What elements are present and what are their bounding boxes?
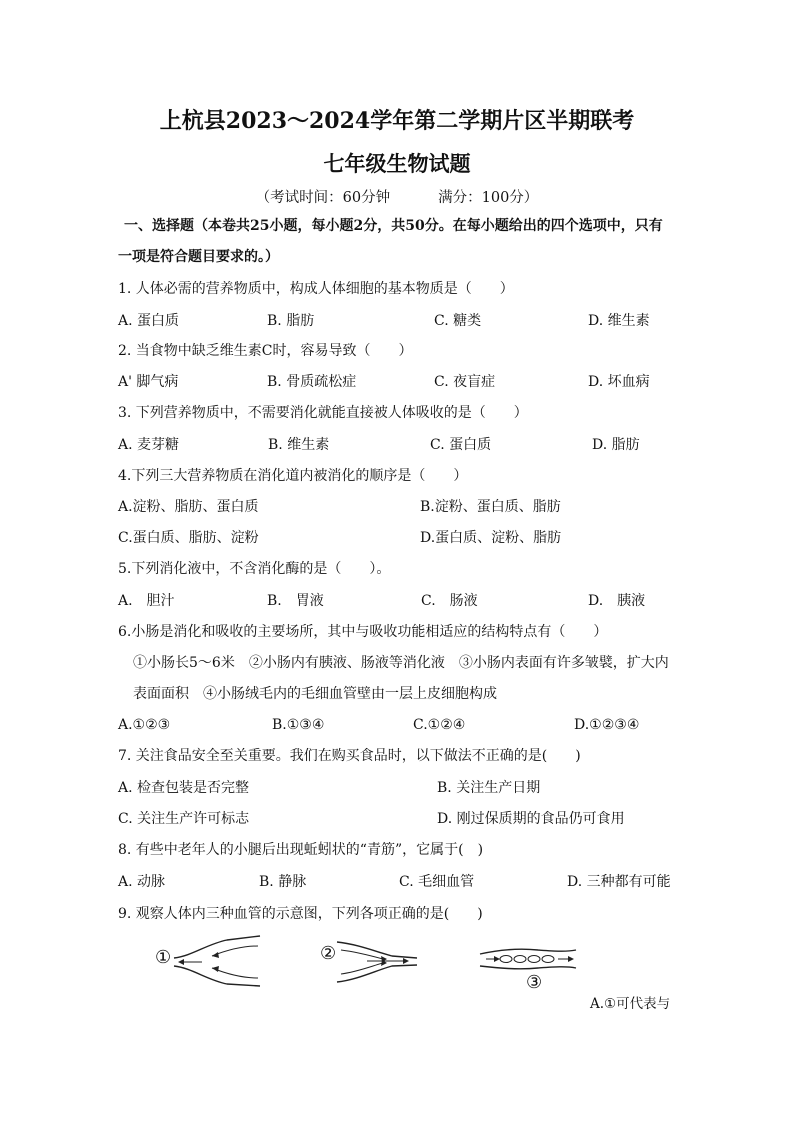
question-7-option-b: B. 关注生产日期 [437,780,541,796]
exam-time: （考试时间：60分钟 [255,190,391,206]
question-6-option-d: D.①②③④ [574,717,640,733]
vessel-1-label: ① [155,947,172,968]
question-3-option-c: C. 蛋白质 [430,437,492,453]
question-6-option-b: B.①③④ [272,717,325,733]
question-8-option-c: C. 毛细血管 [399,874,475,890]
section-heading-line1: 一、选择题（本卷共25小题，每小题2分，共50分。在每小题给出的四个选项中，只有 [124,218,663,234]
exam-info [0,186,794,207]
question-8-option-a: A. 动脉 [118,874,166,890]
question-6-stem: 6.小肠是消化和吸收的主要场所，其中与吸收功能相适应的结构特点有（ ） [118,624,608,640]
question-7-option-a: A. 检查包装是否完整 [118,780,250,796]
question-7-option-d: D. 刚过保质期的食品仍可食用 [437,811,625,827]
question-6-detail-line2: 表面面积 ④小肠绒毛内的毛细血管壁由一层上皮细胞构成 [133,686,497,702]
question-2-option-d: D. 坏血病 [588,374,650,390]
question-1-option-b: B. 脂肪 [267,313,315,329]
question-1-option-a: A. 蛋白质 [118,313,180,329]
question-5-stem: 5.下列消化液中，不含消化酶的是（ ）。 [118,561,391,577]
vessel-2-label: ② [320,943,337,964]
question-9-stem: 9. 观察人体内三种血管的示意图，下列各项正确的是( ) [118,906,483,922]
question-6-option-c: C.①②④ [413,717,466,733]
vessel-3-diagram [478,946,578,972]
question-6-option-a: A.①②③ [118,717,171,733]
question-9-option-a: A.①可代表与 [590,996,671,1012]
question-4-option-b: B.淀粉、蛋白质、脂肪 [420,499,561,515]
question-7-option-c: C. 关注生产许可标志 [118,811,250,827]
vessel-2-diagram [337,938,417,984]
question-3-stem: 3. 下列营养物质中，不需要消化就能直接被人体吸收的是（ ） [118,405,528,421]
question-1-option-c: C. 糖类 [434,313,482,329]
question-7-stem: 7. 关注食品安全至关重要。我们在购买食品时，以下做法不正确的是( ) [118,748,581,764]
section-heading-line2: 一项是符合题目要求的。） [118,249,279,265]
vessel-3-label: ③ [526,972,543,993]
question-3-option-d: D. 脂肪 [592,437,640,453]
question-4-option-a: A.淀粉、脂肪、蛋白质 [118,499,259,515]
question-4-option-d: D.蛋白质、淀粉、脂肪 [420,530,562,546]
question-5-option-d: D. 胰液 [588,593,646,609]
question-2-option-c: C. 夜盲症 [434,374,496,390]
exam-title: 上杭县2023～2024学年第二学期片区半期联考 [159,108,635,134]
question-5-option-a: A. 胆汁 [118,593,175,609]
question-4-stem: 4.下列三大营养物质在消化道内被消化的顺序是（ ） [118,468,468,484]
exam-score: 满分：100分） [438,190,539,206]
question-1-stem: 1. 人体必需的营养物质中，构成人体细胞的基本物质是（ ） [118,281,514,297]
question-6-detail-line1: ①小肠长5～6米 ②小肠内有胰液、肠液等消化液 ③小肠内表面有许多皱襞，扩大内 [133,655,669,671]
question-8-option-d: D. 三种都有可能 [567,874,671,890]
question-8-option-b: B. 静脉 [259,874,307,890]
question-5-option-b: B. 胃液 [267,593,324,609]
vessel-1-diagram [172,936,262,986]
exam-subtitle: 七年级生物试题 [323,151,471,176]
question-2-option-b: B. 骨质疏松症 [267,374,357,390]
question-3-option-a: A. 麦芽糖 [118,437,180,453]
question-8-stem: 8. 有些中老年人的小腿后出现蚯蚓状的“青筋”，它属于( ) [118,842,484,858]
question-1-option-d: D. 维生素 [588,313,650,329]
question-5-option-c: C. 肠液 [421,593,478,609]
question-4-option-c: C.蛋白质、脂肪、淀粉 [118,530,259,546]
question-2-option-a: A' 脚气病 [118,374,179,390]
question-3-option-b: B. 维生素 [268,437,330,453]
question-2-stem: 2. 当食物中缺乏维生素C时，容易导致（ ） [118,343,413,359]
